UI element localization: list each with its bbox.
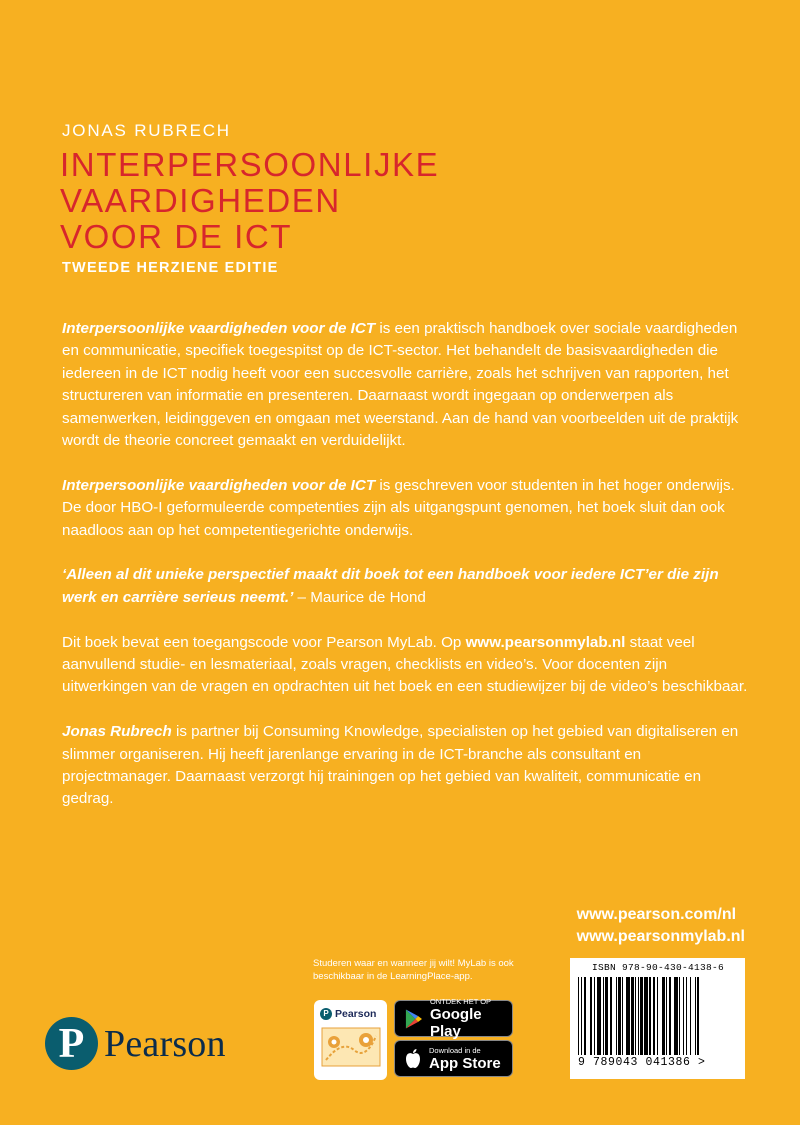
- map-pin-icon: [314, 1020, 387, 1072]
- edition-label: TWEEDE HERZIENE EDITIE: [62, 260, 279, 276]
- book-title-italic: Interpersoonlijke vaardigheden voor de ICT: [62, 320, 376, 337]
- learningplace-app-card[interactable]: [314, 1000, 387, 1080]
- book-title-italic: Interpersoonlijke vaardigheden voor de ICT: [62, 476, 376, 494]
- paragraph-text: is partner bij Consuming Knowledge, specialisten op het gebied van digitaliseren en slimmer organiseren. Hij heeft jarenlange ervaring in de ICT-branche als consultant en projectmanager. Daarnaast verzorgt hij trainingen op het gebied van kwaliteit, communicatie en gedrag.: [62, 723, 739, 808]
- title-line-2: VAARDIGHEDEN: [60, 182, 341, 219]
- mylab-card-label: Pearson: [335, 1008, 377, 1020]
- isbn-label: ISBN 978-90-430-4138-6: [592, 962, 725, 973]
- blurb-quote: [62, 564, 752, 609]
- pearson-url[interactable]: www.pearson.com/nl: [576, 906, 737, 923]
- app-store-button[interactable]: [394, 1040, 513, 1077]
- pearson-mini-logo-icon: P: [320, 1008, 332, 1020]
- author-name-italic: Jonas Rubrech: [62, 723, 172, 741]
- google-play-big: Google Play: [429, 1006, 482, 1040]
- paragraph-text: is een praktisch handboek over sociale vaardigheden en communicatie, specifiek toegespitst op de ICT-sector. Het behandelt de basisvaardigheden die iedereen in de ICT nodig heeft voor een succesvolle carrière, zoals het schrijven van rapporten, het structureren van informatie en presenteren. Daarnaast wordt ingegaan op onderwerpen als samenwerken, leidinggeven en omgaan met weerstand. Aan de hand van voorbeelden uit de praktijk wordt de theorie concreet gemaakt en verduidelijkt.: [62, 320, 739, 450]
- pearson-logo: [45, 1017, 226, 1070]
- quote-attribution: – Maurice de Hond: [293, 588, 426, 606]
- blurb-author-bio: [62, 721, 752, 811]
- google-play-button[interactable]: [394, 997, 513, 1040]
- blurb-paragraph-2: [62, 475, 752, 542]
- mylab-url[interactable]: www.pearsonmylab.nl: [576, 928, 745, 945]
- author-name: JONAS RUBRECH: [62, 121, 231, 140]
- barcode-number: 9 789043 041386 >: [578, 1056, 706, 1069]
- paragraph-text: Dit boek bevat een toegangscode voor Pearson MyLab. Op: [62, 633, 466, 651]
- mylab-link[interactable]: www.pearsonmylab.nl: [465, 633, 626, 651]
- pearson-p-icon: P: [45, 1017, 98, 1070]
- quote-text: ‘Alleen al dit unieke perspectief maakt dit boek tot een handboek voor iedere ICT’er die zijn werk en carrière serieus neemt.’: [62, 566, 719, 606]
- google-play-small: ONTDEK HET OP: [429, 997, 492, 1006]
- apple-icon: [404, 1048, 422, 1070]
- title-line-3: VOOR DE ICT: [60, 218, 293, 255]
- app-store-big: App Store: [429, 1054, 501, 1072]
- barcode-bar: [697, 977, 698, 1055]
- google-play-icon: [404, 1008, 423, 1030]
- pearson-wordmark: Pearson: [104, 1022, 226, 1065]
- blurb-body: [62, 318, 752, 833]
- paragraph-text: is geschreven voor studenten in het hoger onderwijs. De door HBO-I geformuleerde competenties zijn als uitgangspunt genomen, het boek sluit dan ook naadloos aan op het competentiegerichte onderwijs.: [62, 476, 735, 539]
- isbn-barcode: [570, 958, 745, 1079]
- blurb-paragraph-1: [62, 318, 752, 452]
- title-line-1: INTERPERSOONLIJKE: [60, 146, 440, 183]
- blurb-paragraph-mylab: [62, 632, 752, 699]
- app-promo-text: Studeren waar en wanneer jij wilt! MyLab is ook beschikbaar in de LearningPlace-app.: [313, 958, 514, 982]
- website-links: [577, 904, 745, 948]
- barcode-bars: [578, 977, 737, 1055]
- book-title: [60, 147, 439, 255]
- app-store-small: Download in de: [429, 1045, 481, 1055]
- paragraph-text: staat veel aanvullend studie- en lesmateriaal, zoals vragen, checklists en video’s. Voor docenten zijn uitwerkingen van de vragen en opdrachten uit het boek en een studiewijzer bij de video’s beschikbaar.: [62, 633, 748, 696]
